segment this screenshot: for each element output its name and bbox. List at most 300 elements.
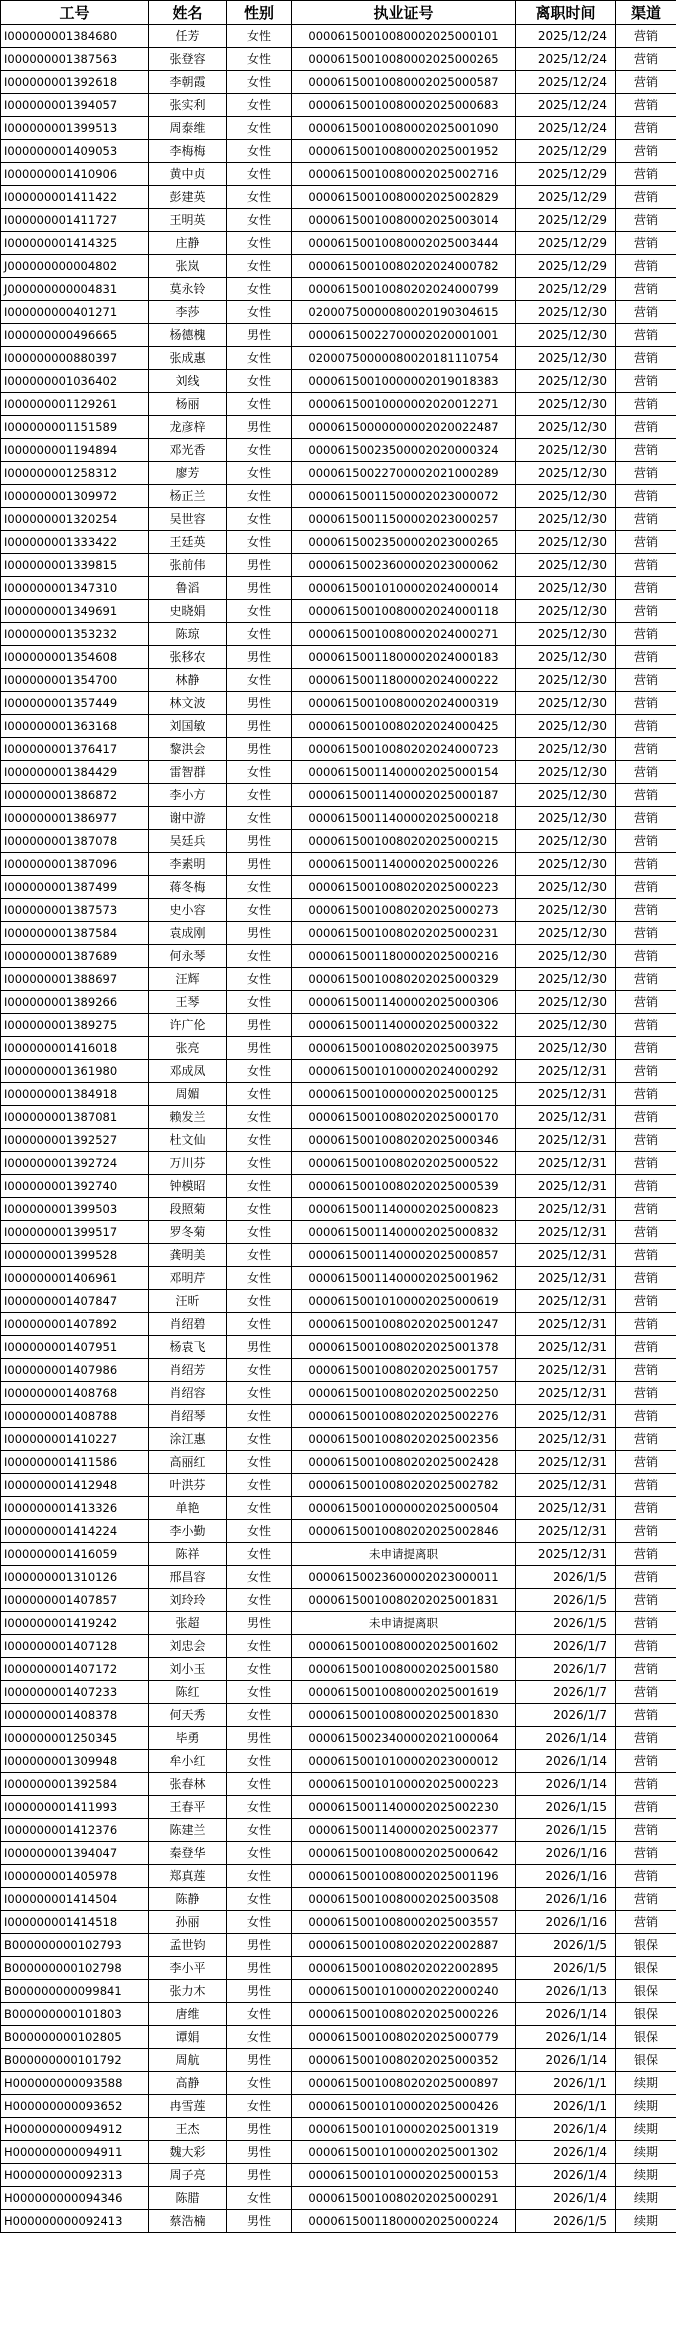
- cell-name: 何天秀: [149, 1704, 227, 1727]
- cell-employee-id: J000000000004802: [1, 255, 149, 278]
- cell-channel: 营销: [616, 1221, 676, 1244]
- cell-employee-id: I000000001361980: [1, 1060, 149, 1083]
- cell-gender: 女性: [227, 25, 292, 48]
- cell-employee-id: I000000001407857: [1, 1589, 149, 1612]
- table-row: [1, 899, 676, 922]
- cell-channel: 营销: [616, 1589, 676, 1612]
- cell-gender: 女性: [227, 2187, 292, 2210]
- cell-gender: 男性: [227, 692, 292, 715]
- cell-departure-date: 2026/1/1: [516, 2072, 616, 2095]
- cell-departure-date: 2025/12/30: [516, 853, 616, 876]
- cell-channel: 营销: [616, 761, 676, 784]
- cell-license-number: 00006150010080202025001831: [292, 1589, 516, 1612]
- cell-name: 汪辉: [149, 968, 227, 991]
- cell-employee-id: I000000001392618: [1, 71, 149, 94]
- cell-license-number: 00006150011400002025002377: [292, 1819, 516, 1842]
- cell-gender: 女性: [227, 1382, 292, 1405]
- cell-license-number: 00006150010080202025000226: [292, 2003, 516, 2026]
- table-row: [1, 324, 676, 347]
- cell-departure-date: 2025/12/30: [516, 968, 616, 991]
- table-row: [1, 1911, 676, 1934]
- cell-name: 杜文仙: [149, 1129, 227, 1152]
- cell-channel: 营销: [616, 1359, 676, 1382]
- cell-name: 段照菊: [149, 1198, 227, 1221]
- cell-gender: 女性: [227, 1681, 292, 1704]
- cell-gender: 女性: [227, 968, 292, 991]
- table-row: [1, 623, 676, 646]
- header-gender: 性别: [227, 1, 292, 25]
- cell-gender: 女性: [227, 1221, 292, 1244]
- cell-departure-date: 2025/12/31: [516, 1198, 616, 1221]
- cell-employee-id: I000000001399503: [1, 1198, 149, 1221]
- cell-channel: 续期: [616, 2118, 676, 2141]
- cell-employee-id: I000000001407986: [1, 1359, 149, 1382]
- cell-departure-date: 2026/1/15: [516, 1796, 616, 1819]
- table-row: [1, 761, 676, 784]
- cell-license-number: 00006150010080002024000271: [292, 623, 516, 646]
- cell-channel: 营销: [616, 324, 676, 347]
- cell-name: 吴廷兵: [149, 830, 227, 853]
- cell-name: 袁成刚: [149, 922, 227, 945]
- cell-employee-id: B000000000102793: [1, 1934, 149, 1957]
- cell-channel: 营销: [616, 991, 676, 1014]
- cell-name: 周子亮: [149, 2164, 227, 2187]
- cell-employee-id: I000000001410906: [1, 163, 149, 186]
- cell-employee-id: I000000001416018: [1, 1037, 149, 1060]
- cell-departure-date: 2025/12/31: [516, 1520, 616, 1543]
- cell-license-number: 未申请提离职: [292, 1543, 516, 1566]
- cell-license-number: 00006150011400002025000154: [292, 761, 516, 784]
- cell-channel: 营销: [616, 1313, 676, 1336]
- cell-employee-id: I000000001408788: [1, 1405, 149, 1428]
- cell-gender: 女性: [227, 393, 292, 416]
- table-row: [1, 2118, 676, 2141]
- cell-channel: 营销: [616, 1681, 676, 1704]
- cell-gender: 男性: [227, 1612, 292, 1635]
- cell-employee-id: I000000001406961: [1, 1267, 149, 1290]
- cell-name: 万川芬: [149, 1152, 227, 1175]
- cell-departure-date: 2025/12/24: [516, 25, 616, 48]
- cell-gender: 女性: [227, 1359, 292, 1382]
- cell-gender: 女性: [227, 1773, 292, 1796]
- cell-channel: 营销: [616, 347, 676, 370]
- cell-name: 李莎: [149, 301, 227, 324]
- table-row: [1, 2164, 676, 2187]
- cell-name: 邓成凤: [149, 1060, 227, 1083]
- cell-license-number: 00006150010100002025000619: [292, 1290, 516, 1313]
- cell-name: 李小方: [149, 784, 227, 807]
- cell-license-number: 00006150023500002020000324: [292, 439, 516, 462]
- cell-employee-id: I000000001419242: [1, 1612, 149, 1635]
- cell-gender: 男性: [227, 853, 292, 876]
- cell-gender: 女性: [227, 784, 292, 807]
- cell-channel: 营销: [616, 439, 676, 462]
- cell-employee-id: I000000001407847: [1, 1290, 149, 1313]
- cell-channel: 营销: [616, 600, 676, 623]
- table-row: [1, 163, 676, 186]
- table-row: [1, 370, 676, 393]
- cell-gender: 女性: [227, 1083, 292, 1106]
- cell-employee-id: I000000001414224: [1, 1520, 149, 1543]
- table-row: [1, 2026, 676, 2049]
- cell-departure-date: 2025/12/30: [516, 439, 616, 462]
- cell-gender: 女性: [227, 1152, 292, 1175]
- cell-departure-date: 2026/1/13: [516, 1980, 616, 2003]
- table-row: [1, 600, 676, 623]
- cell-name: 肖绍琴: [149, 1405, 227, 1428]
- cell-name: 张前伟: [149, 554, 227, 577]
- cell-gender: 女性: [227, 347, 292, 370]
- cell-channel: 营销: [616, 1083, 676, 1106]
- cell-departure-date: 2026/1/5: [516, 1589, 616, 1612]
- cell-license-number: 00006150010080202025000223: [292, 876, 516, 899]
- cell-departure-date: 2025/12/30: [516, 692, 616, 715]
- cell-name: 史小容: [149, 899, 227, 922]
- cell-departure-date: 2025/12/30: [516, 922, 616, 945]
- cell-license-number: 00006150010080002024000319: [292, 692, 516, 715]
- cell-name: 李朝霞: [149, 71, 227, 94]
- cell-channel: 营销: [616, 715, 676, 738]
- cell-gender: 女性: [227, 370, 292, 393]
- cell-channel: 营销: [616, 1543, 676, 1566]
- cell-gender: 女性: [227, 117, 292, 140]
- cell-channel: 营销: [616, 255, 676, 278]
- table-row: [1, 1589, 676, 1612]
- cell-name: 廖芳: [149, 462, 227, 485]
- header-license-number: 执业证号: [292, 1, 516, 25]
- cell-employee-id: H000000000092313: [1, 2164, 149, 2187]
- cell-channel: 营销: [616, 1911, 676, 1934]
- table-row: [1, 1428, 676, 1451]
- cell-gender: 女性: [227, 807, 292, 830]
- cell-departure-date: 2025/12/29: [516, 209, 616, 232]
- cell-gender: 女性: [227, 2026, 292, 2049]
- cell-employee-id: I000000001036402: [1, 370, 149, 393]
- cell-employee-id: I000000001394057: [1, 94, 149, 117]
- cell-license-number: 02000750000080020181110754: [292, 347, 516, 370]
- cell-departure-date: 2025/12/31: [516, 1152, 616, 1175]
- cell-name: 叶洪芬: [149, 1474, 227, 1497]
- cell-gender: 女性: [227, 1635, 292, 1658]
- cell-departure-date: 2025/12/31: [516, 1359, 616, 1382]
- cell-license-number: 00006150010080002025001830: [292, 1704, 516, 1727]
- cell-employee-id: I000000001387584: [1, 922, 149, 945]
- cell-license-number: 00006150010000002025000125: [292, 1083, 516, 1106]
- cell-gender: 男性: [227, 1727, 292, 1750]
- cell-employee-id: I000000001376417: [1, 738, 149, 761]
- cell-name: 唐维: [149, 2003, 227, 2026]
- cell-departure-date: 2025/12/30: [516, 393, 616, 416]
- cell-employee-id: I000000001407128: [1, 1635, 149, 1658]
- table-row: [1, 531, 676, 554]
- cell-gender: 女性: [227, 1796, 292, 1819]
- cell-gender: 女性: [227, 1405, 292, 1428]
- cell-gender: 女性: [227, 140, 292, 163]
- table-row: [1, 278, 676, 301]
- cell-channel: 营销: [616, 1474, 676, 1497]
- cell-name: 汪昕: [149, 1290, 227, 1313]
- cell-channel: 营销: [616, 1175, 676, 1198]
- cell-gender: 女性: [227, 1865, 292, 1888]
- cell-channel: 营销: [616, 462, 676, 485]
- cell-license-number: 00006150010080202025000539: [292, 1175, 516, 1198]
- table-row: [1, 784, 676, 807]
- cell-channel: 营销: [616, 945, 676, 968]
- cell-gender: 女性: [227, 1313, 292, 1336]
- cell-license-number: 00006150023400002021000064: [292, 1727, 516, 1750]
- cell-license-number: 00006150010080002025001580: [292, 1658, 516, 1681]
- table-row: [1, 1359, 676, 1382]
- cell-departure-date: 2026/1/1: [516, 2095, 616, 2118]
- cell-license-number: 00006150011400002025000218: [292, 807, 516, 830]
- table-row: [1, 25, 676, 48]
- cell-license-number: 00006150010080002025000101: [292, 25, 516, 48]
- cell-channel: 营销: [616, 853, 676, 876]
- cell-name: 高丽红: [149, 1451, 227, 1474]
- table-body: [1, 25, 676, 2233]
- cell-name: 杨正兰: [149, 485, 227, 508]
- cell-channel: 营销: [616, 669, 676, 692]
- cell-gender: 男性: [227, 1957, 292, 1980]
- cell-license-number: 00006150023500002023000265: [292, 531, 516, 554]
- cell-license-number: 00006150010080002025000642: [292, 1842, 516, 1865]
- cell-employee-id: I000000001258312: [1, 462, 149, 485]
- cell-employee-id: I000000001387499: [1, 876, 149, 899]
- cell-license-number: 00006150010100002025000223: [292, 1773, 516, 1796]
- table-row: [1, 1819, 676, 1842]
- cell-channel: 营销: [616, 1129, 676, 1152]
- table-row: [1, 1980, 676, 2003]
- cell-channel: 营销: [616, 1290, 676, 1313]
- cell-departure-date: 2026/1/14: [516, 1727, 616, 1750]
- cell-departure-date: 2025/12/31: [516, 1106, 616, 1129]
- table-row: [1, 1727, 676, 1750]
- cell-name: 李小勤: [149, 1520, 227, 1543]
- cell-departure-date: 2026/1/7: [516, 1704, 616, 1727]
- cell-name: 蒋冬梅: [149, 876, 227, 899]
- cell-employee-id: I000000001333422: [1, 531, 149, 554]
- cell-name: 罗冬菊: [149, 1221, 227, 1244]
- cell-license-number: 00006150022700002021000289: [292, 462, 516, 485]
- cell-channel: 营销: [616, 1405, 676, 1428]
- cell-license-number: 02000750000080020190304615: [292, 301, 516, 324]
- cell-license-number: 00006150010080002025001619: [292, 1681, 516, 1704]
- cell-name: 肖绍容: [149, 1382, 227, 1405]
- cell-employee-id: I000000001194894: [1, 439, 149, 462]
- cell-name: 王明英: [149, 209, 227, 232]
- cell-name: 刘忠会: [149, 1635, 227, 1658]
- table-row: [1, 577, 676, 600]
- cell-name: 陈琼: [149, 623, 227, 646]
- cell-gender: 女性: [227, 1175, 292, 1198]
- cell-license-number: 00006150011400002025000322: [292, 1014, 516, 1037]
- cell-employee-id: I000000001354700: [1, 669, 149, 692]
- cell-employee-id: I000000001414325: [1, 232, 149, 255]
- cell-departure-date: 2025/12/30: [516, 945, 616, 968]
- cell-channel: 营销: [616, 301, 676, 324]
- cell-gender: 女性: [227, 1198, 292, 1221]
- cell-name: 张岚: [149, 255, 227, 278]
- cell-departure-date: 2026/1/14: [516, 1750, 616, 1773]
- table-row: [1, 1681, 676, 1704]
- cell-name: 陈静: [149, 1888, 227, 1911]
- cell-channel: 营销: [616, 876, 676, 899]
- cell-channel: 营销: [616, 1773, 676, 1796]
- cell-name: 吴世容: [149, 508, 227, 531]
- cell-departure-date: 2026/1/5: [516, 1566, 616, 1589]
- table-row: [1, 2072, 676, 2095]
- cell-gender: 女性: [227, 439, 292, 462]
- cell-departure-date: 2025/12/31: [516, 1244, 616, 1267]
- cell-channel: 营销: [616, 1198, 676, 1221]
- table-row: [1, 1888, 676, 1911]
- cell-channel: 营销: [616, 485, 676, 508]
- cell-employee-id: I000000001151589: [1, 416, 149, 439]
- header-row: [1, 1, 676, 25]
- cell-name: 林静: [149, 669, 227, 692]
- cell-name: 魏大彩: [149, 2141, 227, 2164]
- cell-license-number: 00006150010080202025000273: [292, 899, 516, 922]
- cell-departure-date: 2025/12/30: [516, 508, 616, 531]
- cell-channel: 营销: [616, 577, 676, 600]
- cell-employee-id: I000000001407951: [1, 1336, 149, 1359]
- cell-employee-id: I000000001410227: [1, 1428, 149, 1451]
- cell-departure-date: 2025/12/31: [516, 1267, 616, 1290]
- cell-departure-date: 2025/12/31: [516, 1451, 616, 1474]
- cell-departure-date: 2025/12/30: [516, 577, 616, 600]
- cell-name: 赖发兰: [149, 1106, 227, 1129]
- cell-departure-date: 2026/1/7: [516, 1635, 616, 1658]
- table-row: [1, 1520, 676, 1543]
- cell-employee-id: B000000000101803: [1, 2003, 149, 2026]
- table-row: [1, 1290, 676, 1313]
- cell-departure-date: 2025/12/30: [516, 899, 616, 922]
- table-row: [1, 301, 676, 324]
- cell-name: 毕勇: [149, 1727, 227, 1750]
- cell-gender: 女性: [227, 163, 292, 186]
- cell-name: 陈红: [149, 1681, 227, 1704]
- cell-employee-id: I000000001388697: [1, 968, 149, 991]
- table-row: [1, 485, 676, 508]
- table-row: [1, 186, 676, 209]
- table-row: [1, 140, 676, 163]
- cell-gender: 男性: [227, 1336, 292, 1359]
- cell-license-number: 00006150010080002025000587: [292, 71, 516, 94]
- cell-channel: 营销: [616, 531, 676, 554]
- cell-gender: 女性: [227, 876, 292, 899]
- cell-employee-id: I000000001399513: [1, 117, 149, 140]
- cell-gender: 男性: [227, 324, 292, 347]
- cell-license-number: 00006150010100002022000240: [292, 1980, 516, 2003]
- table-row: [1, 1037, 676, 1060]
- cell-departure-date: 2025/12/29: [516, 278, 616, 301]
- cell-license-number: 00006150010080202025003975: [292, 1037, 516, 1060]
- cell-departure-date: 2025/12/24: [516, 48, 616, 71]
- cell-channel: 营销: [616, 623, 676, 646]
- cell-gender: 女性: [227, 1428, 292, 1451]
- cell-channel: 营销: [616, 209, 676, 232]
- cell-gender: 男性: [227, 554, 292, 577]
- cell-employee-id: I000000001399528: [1, 1244, 149, 1267]
- cell-name: 张春林: [149, 1773, 227, 1796]
- cell-gender: 女性: [227, 1060, 292, 1083]
- cell-channel: 营销: [616, 94, 676, 117]
- cell-gender: 男性: [227, 577, 292, 600]
- cell-channel: 续期: [616, 2095, 676, 2118]
- cell-employee-id: I000000001392740: [1, 1175, 149, 1198]
- cell-gender: 女性: [227, 1267, 292, 1290]
- cell-departure-date: 2026/1/7: [516, 1681, 616, 1704]
- cell-channel: 营销: [616, 1865, 676, 1888]
- cell-license-number: 00006150000000002020022487: [292, 416, 516, 439]
- cell-gender: 女性: [227, 623, 292, 646]
- cell-departure-date: 2025/12/30: [516, 416, 616, 439]
- cell-employee-id: I000000001349691: [1, 600, 149, 623]
- cell-departure-date: 2025/12/30: [516, 991, 616, 1014]
- cell-employee-id: I000000001416059: [1, 1543, 149, 1566]
- cell-employee-id: I000000001407172: [1, 1658, 149, 1681]
- cell-channel: 营销: [616, 117, 676, 140]
- cell-gender: 女性: [227, 1704, 292, 1727]
- cell-departure-date: 2025/12/29: [516, 186, 616, 209]
- cell-gender: 男性: [227, 2210, 292, 2233]
- table-row: [1, 830, 676, 853]
- cell-employee-id: B000000000099841: [1, 1980, 149, 2003]
- cell-gender: 女性: [227, 462, 292, 485]
- cell-license-number: 00006150010000002019018383: [292, 370, 516, 393]
- cell-employee-id: H000000000093652: [1, 2095, 149, 2118]
- cell-name: 龙彦梓: [149, 416, 227, 439]
- table-row: [1, 1405, 676, 1428]
- table-row: [1, 991, 676, 1014]
- cell-gender: 女性: [227, 2003, 292, 2026]
- header-name: 姓名: [149, 1, 227, 25]
- cell-name: 杨丽: [149, 393, 227, 416]
- header-departure-date: 离职时间: [516, 1, 616, 25]
- cell-departure-date: 2025/12/31: [516, 1543, 616, 1566]
- cell-channel: 续期: [616, 2164, 676, 2187]
- cell-departure-date: 2025/12/30: [516, 462, 616, 485]
- cell-name: 杨德槐: [149, 324, 227, 347]
- cell-name: 刘玲玲: [149, 1589, 227, 1612]
- cell-gender: 女性: [227, 508, 292, 531]
- cell-name: 莫永铃: [149, 278, 227, 301]
- cell-name: 孙丽: [149, 1911, 227, 1934]
- cell-channel: 营销: [616, 25, 676, 48]
- cell-gender: 女性: [227, 2072, 292, 2095]
- table-row: [1, 255, 676, 278]
- cell-departure-date: 2026/1/4: [516, 2164, 616, 2187]
- cell-license-number: 00006150010080202022002895: [292, 1957, 516, 1980]
- cell-employee-id: I000000001412376: [1, 1819, 149, 1842]
- cell-employee-id: I000000001409053: [1, 140, 149, 163]
- cell-departure-date: 2025/12/30: [516, 784, 616, 807]
- cell-employee-id: B000000000102805: [1, 2026, 149, 2049]
- cell-license-number: 00006150010080002025003557: [292, 1911, 516, 1934]
- cell-departure-date: 2025/12/31: [516, 1175, 616, 1198]
- cell-license-number: 00006150010080002025003014: [292, 209, 516, 232]
- cell-license-number: 00006150010080002025001952: [292, 140, 516, 163]
- cell-channel: 营销: [616, 1520, 676, 1543]
- cell-departure-date: 2025/12/24: [516, 71, 616, 94]
- cell-gender: 女性: [227, 1589, 292, 1612]
- cell-departure-date: 2026/1/14: [516, 2003, 616, 2026]
- cell-channel: 续期: [616, 2187, 676, 2210]
- cell-employee-id: I000000001389266: [1, 991, 149, 1014]
- cell-name: 高静: [149, 2072, 227, 2095]
- cell-name: 王廷英: [149, 531, 227, 554]
- cell-channel: 营销: [616, 1267, 676, 1290]
